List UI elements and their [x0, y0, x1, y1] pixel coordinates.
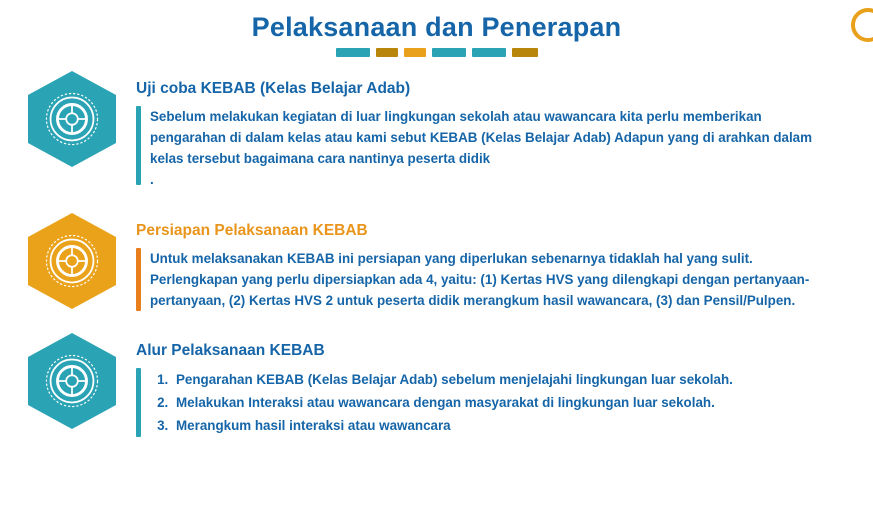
section-body: Untuk melaksanakan KEBAB ini persiapan yang diperlukan sebenarnya tidaklah hal yang sulit. Perlengkapan yang perlu dipersiapkan ada 4, yaitu: (1) Kertas HVS yang dilengkapi dengan pertanyaan-pertanyaan, (2) Kertas HVS 2 untuk peserta didik merangkum hasil wawancara, (3) dan Pensil/Pulpen. — [150, 251, 810, 308]
hexagon-badge — [28, 71, 116, 167]
steps-list — [150, 368, 733, 437]
accent-bar — [136, 106, 141, 185]
section-heading: Uji coba KEBAB (Kelas Belajar Adab) — [136, 80, 411, 97]
list-item: 3. Merangkum hasil interaksi atau wawancara — [172, 414, 733, 437]
section-body-text: Sebelum melakukan kegiatan di luar lingkungan sekolah atau wawancara kita perlu memberikan pengarahan di dalam kelas atau kami sebut KEBAB (Kelas Belajar Adab) Adapun yang di arahkan dalam kelas tersebut bagaimana cara nantinya peserta didik — [150, 109, 813, 166]
page-title: Pelaksanaan dan Penerapan — [251, 12, 622, 42]
section-heading: Persiapan Pelaksanaan KEBAB — [136, 222, 368, 239]
page-header — [0, 0, 873, 57]
section-text — [116, 71, 826, 185]
section-text — [116, 333, 826, 437]
divider-dash — [432, 48, 466, 57]
section-alur-pelaksanaan-kebab — [0, 333, 873, 437]
gear-icon — [43, 352, 101, 410]
divider-dash — [472, 48, 506, 57]
list-item: 1. Pengarahan KEBAB (Kelas Belajar Adab) sebelum menjelajahi lingkungan luar sekolah. — [172, 368, 733, 391]
accent-bar — [136, 248, 141, 311]
section-body-trailing: . — [150, 172, 154, 187]
gear-icon — [43, 90, 101, 148]
divider-dash — [512, 48, 538, 57]
accent-bar — [136, 368, 141, 437]
divider-dash — [336, 48, 370, 57]
section-uji-coba-kebab — [0, 71, 873, 185]
section-persiapan-pelaksanaan-kebab — [0, 213, 873, 311]
section-text — [116, 213, 826, 311]
section-body — [150, 106, 826, 185]
divider-dash — [404, 48, 426, 57]
title-divider-dashes — [0, 48, 873, 57]
hexagon-badge — [28, 333, 116, 429]
list-item: 2. Melakukan Interaksi atau wawancara dengan masyarakat di lingkungan luar sekolah. — [172, 391, 733, 414]
hexagon-badge — [28, 213, 116, 309]
divider-dash — [376, 48, 398, 57]
section-heading: Alur Pelaksanaan KEBAB — [136, 342, 325, 359]
gear-icon — [43, 232, 101, 290]
